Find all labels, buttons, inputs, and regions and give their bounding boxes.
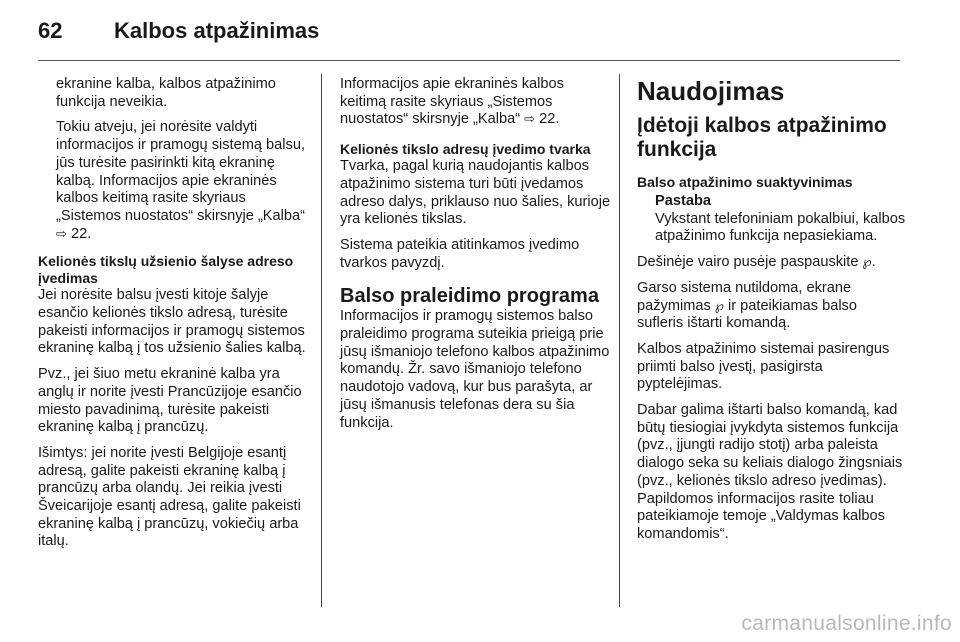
section-heading: Įdėtoji kalbos atpažinimo funkcija [637, 114, 887, 161]
chapter-title: Kalbos atpažinimas [114, 18, 320, 43]
paragraph: Pvz., jei šiuo metu ekraninė kalba yra anglų ir norite įvesti Prancūzijoje esančio miesto pavadinimą, turėsite pakeisti ekraninę kalbą į prancūzų. [38, 366, 302, 436]
section-subheading: Balso atpažinimo suaktyvinimas [637, 174, 853, 190]
paragraph: Garso sistema nutildoma, ekrane pažymimas ℘ ir pateikiamas balso sufleris ištarti komandą. [637, 279, 857, 332]
paragraph: Tvarka, pagal kurią naudojantis kalbos atpažinimo sistema turi būti įvedamos adreso dalys, priklauso nuo šalies, kurioje yra kelionės tikslas. [340, 158, 611, 228]
column-right [637, 76, 907, 552]
page-reference: 22. [539, 111, 560, 128]
paragraph: ekranine kalba, kalbos atpažinimo funkcija neveikia. [56, 76, 276, 110]
paragraph: Informacijos ir pramogų sistemos balso praleidimo programa suteikia prieigą prie jūsų išmaniojo telefono kalbos atpažinimo komandų. Žr. savo išmaniojo telefono naudotojo vadovą, kur bus parašyta, ar jūsų išmanusis telefonas dera su šia funkcija. [340, 308, 610, 431]
column-middle [340, 76, 612, 440]
voice-button-icon: ℘ [714, 298, 724, 314]
paragraph: Informacijos apie ekraninės kalbos keitimą rasite skyriaus „Sistemos nuostatos“ skirsnyje „Kalba“ ⇨ 22. [340, 76, 564, 128]
voice-button-icon: ℘ [862, 255, 872, 271]
header-divider [38, 60, 900, 61]
note-box [637, 193, 907, 246]
paragraph: Tokiu atveju, jei norėsite valdyti informacijos ir pramogų sistemą balsu, jūs turėsite pasirinkti kitą ekraninę kalbą. Informacijos apie ekraninės kalbos keitimą rasite skyriaus „Sistemos nuostatos“ skirsnyje „Kalba“ ⇨ 22. [56, 119, 305, 242]
column-divider [321, 74, 322, 607]
section-subheading: Kelionės tikslo adresų įvedimo tvarka [340, 141, 591, 158]
paragraph: Sistema pateikia atitinkamos įvedimo tvarkos pavyzdį. [340, 236, 580, 271]
section-subheading: Kelionės tikslų užsienio šalyse adreso įvedimas [38, 253, 294, 287]
paragraph: Dešinėje vairo pusėje paspauskite ℘. [637, 254, 876, 271]
note-label: Pastaba [655, 193, 711, 209]
column-left [38, 76, 310, 559]
paragraph: Kalbos atpažinimo sistemai pasirengus priimti balso įvestį, pasigirsta pyptelėjimas. [637, 340, 890, 393]
page-reference: 22. [70, 225, 92, 242]
chapter-heading: Naudojimas [637, 76, 785, 106]
page-number: 62 [38, 18, 63, 43]
watermark: carmanualsonline.info [741, 612, 952, 635]
page-reference-icon: ⇨ [56, 226, 67, 242]
paragraph: Jei norėsite balsu įvesti kitoje šalyje esančio kelionės tikslo adresą, turėsite pakeisti informacijos ir pramogų sistemos ekraninę kalbą į tos užsienio šalies kalbą. [38, 287, 306, 357]
column-divider [619, 74, 620, 607]
page-reference-icon: ⇨ [524, 112, 536, 128]
paragraph: Dabar galima ištarti balso komandą, kad būtų tiesiogiai įvykdyta sistemos funkcija (pvz., įjungti radijo stotį) arba paleista dialogo seka su keliais dialogo žingsniais (pvz., kelionės tikslo adreso įvedimas). Papildomos informacijos rasite toliau pateikiamoje temoje „Valdymas kalbos komandomis“. [637, 402, 903, 542]
paragraph: Išimtys: jei norite įvesti Belgijoje esantį adresą, galite pakeisti ekraninę kalbą į prancūzų arba olandų. Jei reikia įvesti Šveicarijoje esantį adresą, galite pakeisti ekraninę kalbą į prancūzų, vokiečių arba italų. [38, 444, 301, 550]
section-heading: Balso praleidimo programa [340, 285, 599, 308]
note-text: Vykstant telefoniniam pokalbiui, kalbos atpažinimo funkcija nepasiekiama. [655, 210, 906, 245]
